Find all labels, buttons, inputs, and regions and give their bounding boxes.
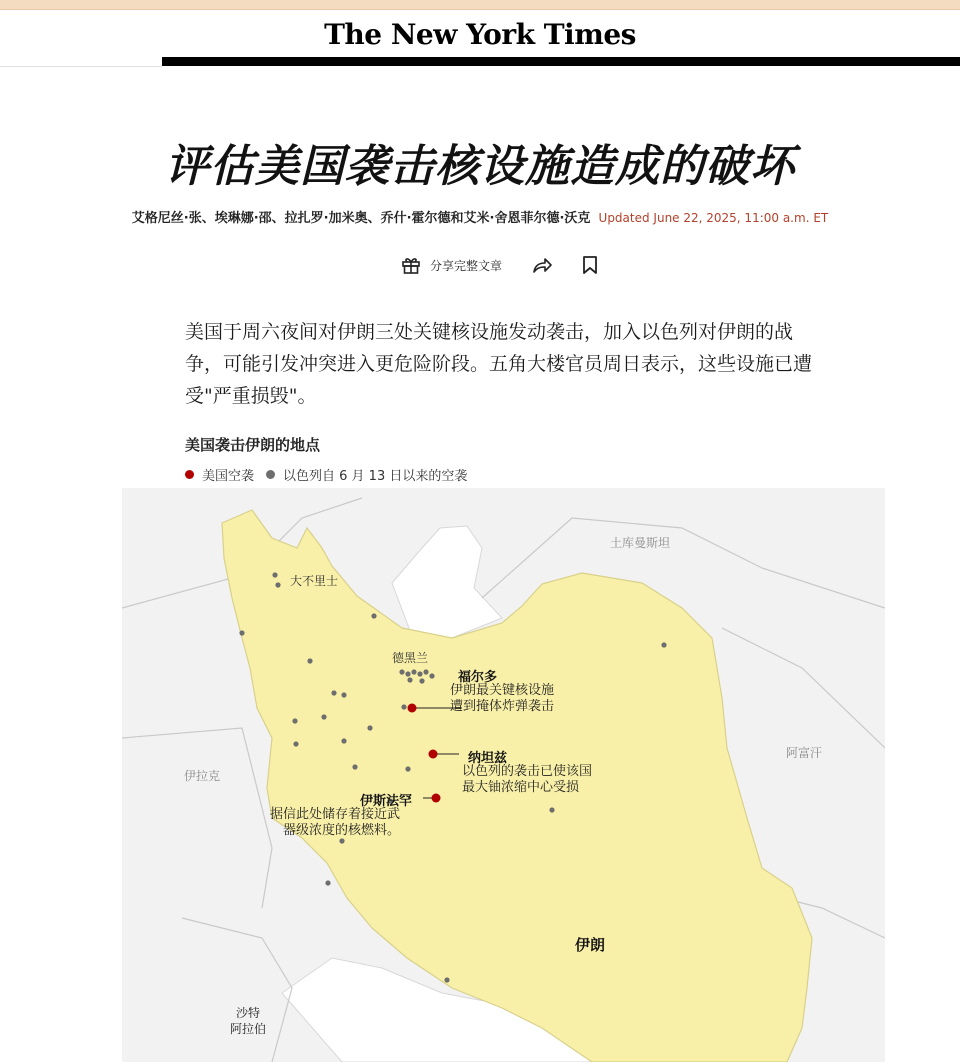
bookmark-icon [582,255,598,275]
label-turkmenistan: 土库曼斯坦 [610,536,671,550]
updated-timestamp: Updated June 22, 2025, 11:00 a.m. ET [598,211,829,225]
browser-top-strip [0,0,960,10]
legend-us-strikes [185,465,254,484]
label-tabriz: 大不里士 [290,574,339,588]
map-legend [185,465,479,484]
share-toolbar [400,252,602,278]
isfahan-label: 伊斯法罕 [360,794,413,809]
nyt-logo[interactable]: The New York Times [324,18,636,51]
label-iraq: 伊拉克 [184,769,221,783]
isfahan-note: 据信此处储存着接近武 器级浓度的核燃料。 [270,807,401,838]
isfahan-strike-dot[interactable] [432,794,441,803]
natanz-label: 纳坦兹 [468,751,508,766]
fordo-label: 福尔多 [458,670,498,685]
label-afghanistan: 阿富汗 [786,746,823,760]
label-iran: 伊朗 [575,936,606,954]
byline [0,207,960,226]
label-saudi-arabia: 沙特 阿拉伯 [230,1006,267,1036]
natanz-strike-dot[interactable] [429,750,438,759]
gift-icon [401,255,421,275]
gift-article-label[interactable]: 分享完整文章 [430,258,503,273]
share-arrow-icon [531,255,553,275]
iran-strike-map [122,488,885,1062]
legend-us-strikes-label: 美国空袭 [202,469,255,484]
fordo-note: 伊朗最关键核设施 遭到掩体炸弹袭击 [450,683,555,714]
legend-israel-strikes-label: 以色列自 6 月 13 日以来的空袭 [283,469,468,484]
legend-israel-strikes [266,465,467,484]
fordo-strike-dot[interactable] [408,704,417,713]
grey-dot-icon [266,470,275,479]
red-dot-icon [185,470,194,479]
map-title: 美国袭击伊朗的地点 [185,436,321,454]
natanz-note: 以色列的袭击已使该国 最大铀浓缩中心受损 [462,764,593,795]
masthead-rule-thick [162,57,960,66]
gift-article-button[interactable] [400,254,422,276]
share-button[interactable] [530,253,554,277]
article-headline: 评估美国袭击核设施造成的破坏 [165,141,795,192]
article-lede: 美国于周六夜间对伊朗三处关键核设施发动袭击，加入以色列对伊朗的战争，可能引发冲突进入更危险阶段。五角大楼官员周日表示，这些设施已遭受"严重损毁"。 [185,321,813,407]
byline-authors[interactable]: 艾格尼丝·张、埃琳娜·邵、拉扎罗·加米奥、乔什·霍尔德和艾米·舍恩菲尔德·沃克 [131,211,591,226]
label-tehran: 德黑兰 [392,651,429,665]
save-button[interactable] [578,253,602,277]
masthead-rule-thin [0,66,162,67]
